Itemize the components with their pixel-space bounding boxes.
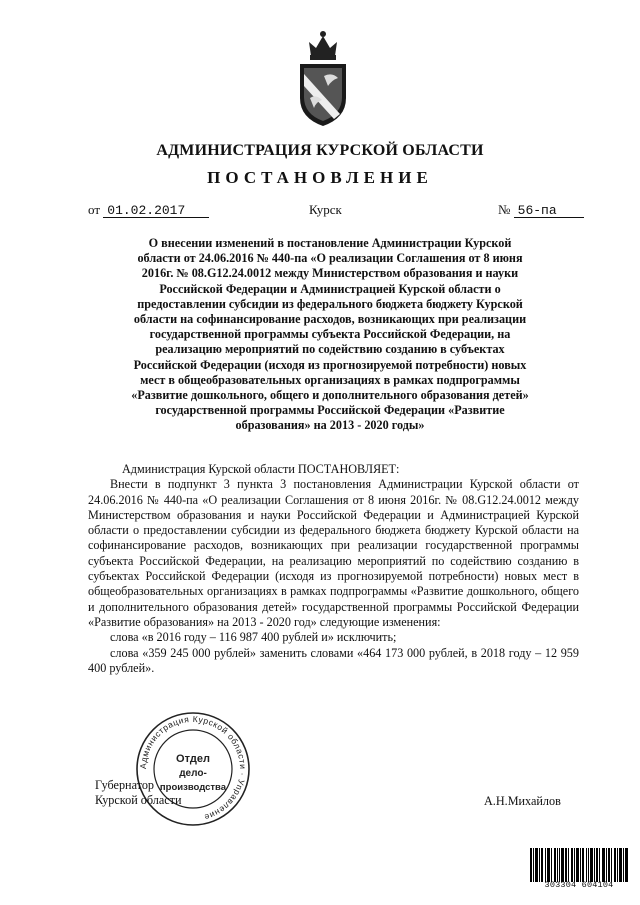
date-prefix: от xyxy=(88,202,101,217)
stamp-center-line: дело- xyxy=(179,768,207,779)
barcode xyxy=(530,848,628,882)
signature-position-line: Курской области xyxy=(95,793,182,808)
signature-position-line: Губернатор xyxy=(95,778,155,792)
decree-line: Администрация Курской области ПОСТАНОВЛЯЕТ: xyxy=(122,462,400,476)
number-prefix: № xyxy=(498,202,511,217)
document-number: 56-па xyxy=(514,205,584,218)
signatory-name: А.Н.Михайлов xyxy=(484,794,561,808)
barcode-number: 303304 604104 xyxy=(544,880,614,890)
document-title xyxy=(86,236,574,434)
title-line: государственной программы Российской Федерации «Развитие xyxy=(155,403,505,418)
change-item: слова «в 2016 году – 116 987 400 рублей и» исключить; xyxy=(110,630,397,645)
main-paragraph: Внести в подпункт 3 пункта 3 постановления Администрации Курской области от 24.06.2016 № 440-па «О реализации Соглашения от 8 июня 2016г. № 08.G12.24.0012 между Министерством образования и науки Российской Федерации и Администрацией Курской области о предоставлении субсидии из федерального бюджета бюджету Курской области на софинансирование расходов, возникающих при реализации государственной программы субъекта Российской Федерации, на реализацию мероприятий по содействию созданию в субъектах Российской Федерации (исходя из прогнозируемой потребности) новых мест в общеобразовательных организациях в рамках подпрограммы «Развитие дошкольного, общего и дополнительного образования детей» государственной программы Российской Федерации «Развитие образования» на 2013 - 2020 год» следующие изменения: xyxy=(88,477,579,629)
title-line: государственной программы субъекта Российской Федерации, на xyxy=(149,327,511,342)
official-stamp xyxy=(134,710,252,828)
signature-position xyxy=(95,778,182,808)
change-item: слова «359 245 000 рублей» заменить словами «464 173 000 рублей, в 2018 году – 12 959 400 рублей». xyxy=(88,645,579,675)
title-line: области на софинансирование расходов, возникающих при реализации xyxy=(133,312,527,327)
title-line: «Развитие дошкольного, общего и дополнительного образования детей» xyxy=(131,388,529,403)
title-line: Российской Федерации (исходя из прогнозируемой потребности) новых xyxy=(133,357,527,372)
title-line: области от 24.06.2016 № 440-па «О реализации Соглашения от 8 июня xyxy=(137,251,523,266)
title-line: образования» на 2013 - 2020 годы» xyxy=(235,418,425,433)
title-line: Российской Федерации и Администрацией Курской области о xyxy=(159,281,501,296)
title-line: предоставлении субсидии из федерального бюджета бюджету Курской xyxy=(137,296,523,311)
stamp-ring-text: Администрация Курской области · Управление xyxy=(137,713,249,823)
organization-name: АДМИНИСТРАЦИЯ КУРСКОЙ ОБЛАСТИ xyxy=(156,142,484,159)
date-line xyxy=(88,202,209,218)
document-date: 01.02.2017 xyxy=(103,205,209,218)
title-line: 2016г. № 08.G12.24.0012 между Министерством образования и науки xyxy=(141,266,519,281)
coat-of-arms-icon xyxy=(294,28,352,128)
stamp-center-line: производства xyxy=(159,782,227,793)
title-line: О внесении изменений в постановление Администрации Курской xyxy=(148,236,512,250)
number-line xyxy=(498,202,584,218)
city: Курск xyxy=(309,202,342,217)
document-type: ПОСТАНОВЛЕНИЕ xyxy=(207,168,433,187)
stamp-center-line: Отдел xyxy=(176,753,210,765)
title-line: реализацию мероприятий по содействию созданию в субъектах xyxy=(155,342,505,357)
title-line: мест в общеобразовательных организациях в рамках подпрограммы xyxy=(140,372,520,387)
document-body xyxy=(88,462,579,676)
